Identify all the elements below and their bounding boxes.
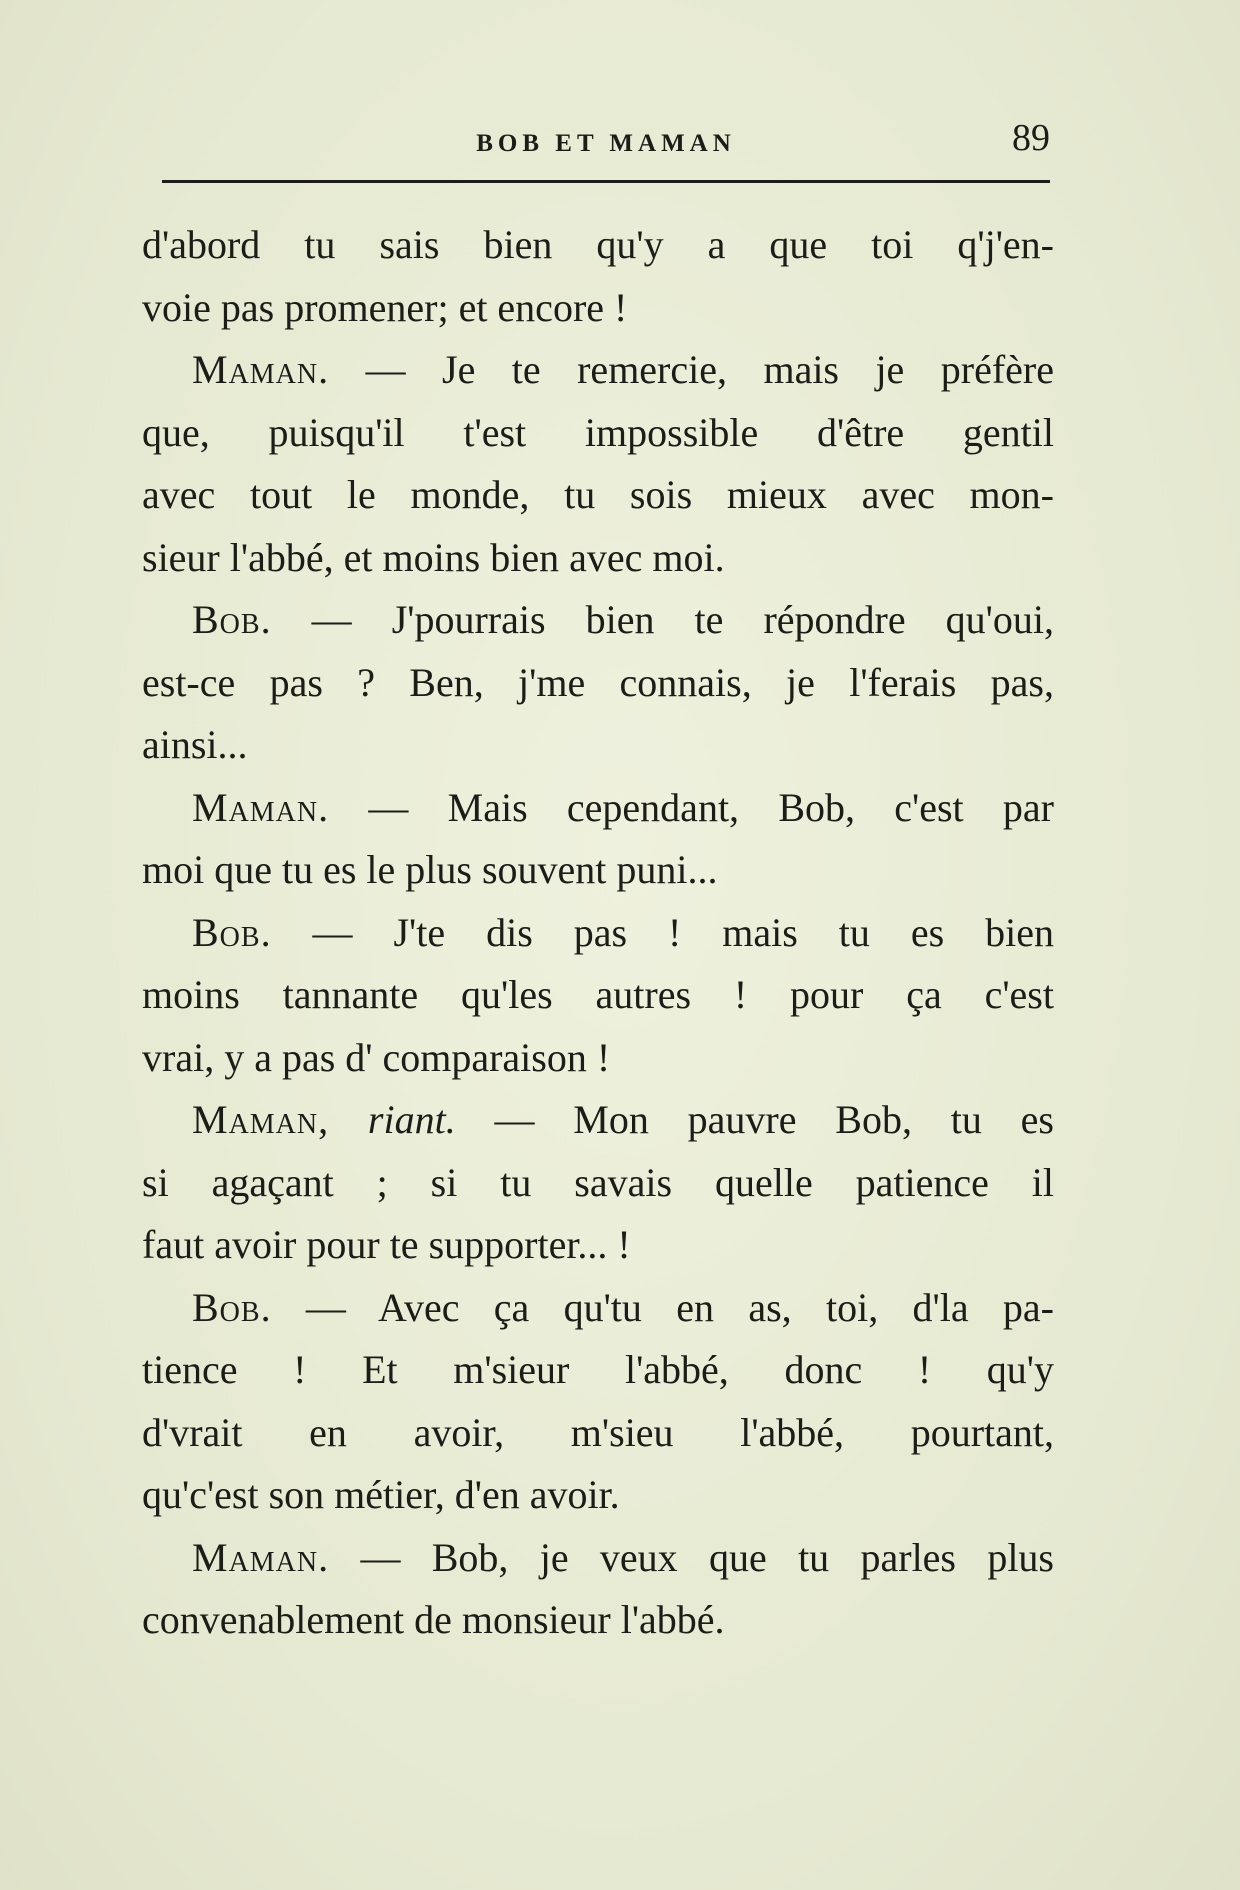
dialogue-text — [142, 214, 1054, 1652]
speaker-name: Maman, — [192, 1097, 330, 1142]
text-line: voie pas promener; et encore ! — [142, 284, 628, 330]
stage-direction: riant. — [329, 1097, 456, 1142]
page-header — [162, 112, 1050, 172]
text-line: que, puisqu'il t'est impossible d'être gentil — [142, 409, 1054, 455]
text-line: Maman. — Mais cependant, Bob, c'est par — [192, 784, 1054, 830]
speaker-name: Maman. — [192, 1534, 330, 1580]
text-line: vrai, y a pas d' comparaison ! — [142, 1034, 611, 1080]
speaker-name: Maman. — [192, 784, 330, 830]
page-number: 89 — [1012, 117, 1050, 159]
text-line: Maman. — Je te remercie, mais je préfère — [192, 347, 1054, 392]
text-line: Bob. — J'te dis pas ! mais tu es bien — [192, 909, 1054, 955]
running-title: BOB ET MAMAN — [476, 130, 736, 157]
text-line: faut avoir pour te supporter... ! — [142, 1222, 631, 1267]
text-line: est-ce pas ? Ben, j'me connais, je l'ferais pas, — [142, 659, 1054, 705]
speaker-name: Maman. — [192, 347, 330, 392]
text-line: Bob. — Avec ça qu'tu en as, toi, d'la pa- — [192, 1284, 1054, 1330]
text-line: sieur l'abbé, et moins bien avec moi. — [142, 534, 725, 580]
text-line: tience ! Et m'sieur l'abbé, donc ! qu'y — [142, 1347, 1054, 1392]
text-line: d'abord tu sais bien qu'y a que toi q'j'en- — [142, 222, 1054, 267]
text-line: si agaçant ; si tu savais quelle patience il — [142, 1159, 1054, 1205]
text-line: qu'c'est son métier, d'en avoir. — [142, 1472, 620, 1517]
text-line: moins tannante qu'les autres ! pour ça c'est — [142, 972, 1054, 1017]
text-line: Bob. — J'pourrais bien te répondre qu'oui, — [192, 597, 1054, 642]
speaker-name: Bob. — [192, 909, 272, 955]
text-line: d'vrait en avoir, m'sieu l'abbé, pourtant, — [142, 1409, 1054, 1455]
text-line: ainsi... — [142, 722, 248, 767]
text-line: avec tout le monde, tu sois mieux avec mon- — [142, 472, 1054, 517]
speaker-name: Bob. — [192, 1284, 272, 1330]
text-line: convenablement de monsieur l'abbé. — [142, 1597, 725, 1642]
text-line: Maman. — Bob, je veux que tu parles plus — [192, 1534, 1054, 1580]
text-line: Maman, riant. — Mon pauvre Bob, tu es — [192, 1097, 1054, 1142]
text-line: moi que tu es le plus souvent puni... — [142, 847, 718, 892]
speaker-name: Bob. — [192, 597, 272, 642]
header-rule — [162, 180, 1050, 183]
